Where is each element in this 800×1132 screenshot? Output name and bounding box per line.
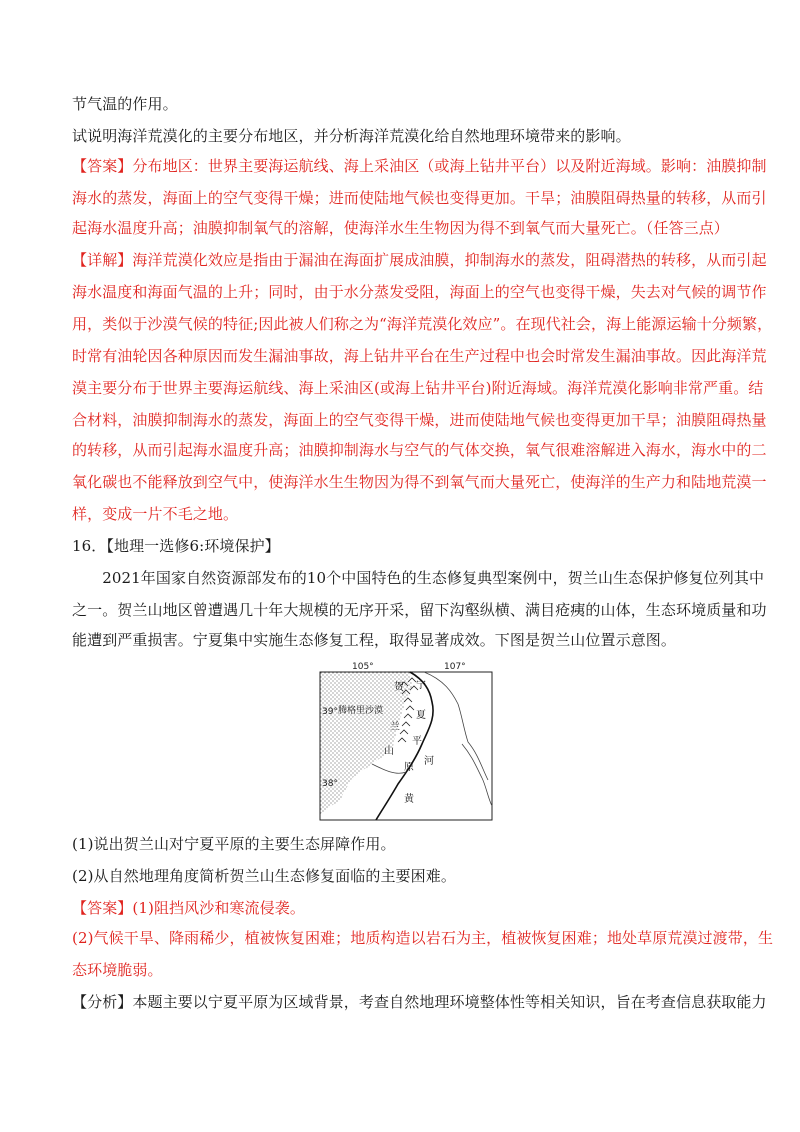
plain-char-ning: 宁 <box>416 680 426 691</box>
text-line-15: 16．【地理一选修6:环境保护】 <box>72 537 280 555</box>
plain-char-ping: 平 <box>412 736 422 747</box>
boundary-line-2 <box>372 764 406 773</box>
text-line-8: 用，类似于沙漠气候的特征;因此被人们称之为“海洋荒漠化效应”。在现代社会，海上能源运输十分频繁， <box>72 315 773 333</box>
lon-label-107: 107° <box>444 662 466 672</box>
text-line-21: 【答案】(1)阻挡风沙和寒流侵袭。 <box>72 899 305 917</box>
text-line-3: 【答案】分布地区：世界主要海运航线、海上采油区（或海上钻井平台）以及附近海域。影响：油膜抑制 <box>72 157 767 175</box>
text-line-14: 样，变成一片不毛之地。 <box>72 505 239 523</box>
boundary-line-3 <box>462 744 492 806</box>
text-line-24: 【分析】本题主要以宁夏平原为区域背景，考查自然地理环境整体性等相关知识，旨在考查信息获取能力 <box>72 993 767 1011</box>
text-line-13: 氧化碳也不能释放到空气中，使海洋水生生物因为得不到氧气而大量死亡，使海洋的生产力和陆地荒漠一 <box>72 473 767 491</box>
mountain-char-he: 贺 <box>394 682 404 693</box>
text-line-11: 合材料，油膜抑制海水的蒸发，海面上的空气变得干燥，进而使陆地气候也变得更加干旱；油膜阻碍热量 <box>72 411 767 429</box>
text-line-17: 之一。贺兰山地区曾遭遇几十年大规模的无序开采，留下沟壑纵横、满目疮痍的山体，生态环境质量和功 <box>72 601 767 619</box>
lon-label-105: 105° <box>352 662 374 672</box>
text-line-19: (1)说出贺兰山对宁夏平原的主要生态屏障作用。 <box>72 835 396 853</box>
text-line-7: 海水温度和海面气温的上升；同时，由于水分蒸发受阻，海面上的空气也变得干燥，失去对气候的调节作 <box>72 283 767 301</box>
desert-label: 腾格里沙漠 <box>338 706 384 716</box>
text-line-1: 节气温的作用。 <box>72 95 178 113</box>
mountain-char-lan: 兰 <box>390 722 400 733</box>
mountain-char-shan: 山 <box>384 746 394 757</box>
river-char-huang: 黄 <box>404 794 414 805</box>
text-line-23: 态环境脆弱。 <box>72 961 163 979</box>
text-line-5: 起海水温度升高；油膜抑制氧气的溶解，使海洋水生生物因为得不到氧气而大量死亡。（任答三点） <box>72 219 729 237</box>
text-line-18: 能遭到严重损害。宁夏集中实施生态修复工程，取得显著成效。下图是贺兰山位置示意图。 <box>72 631 677 649</box>
text-line-20: (2)从自然地理角度简析贺兰山生态修复面临的主要困难。 <box>72 867 456 885</box>
plain-char-xia: 夏 <box>416 710 426 721</box>
river-char-he: 河 <box>424 756 434 767</box>
text-line-22: (2)气候干旱、降雨稀少，植被恢复困难；地质构造以岩石为主，植被恢复困难；地处草原荒漠过渡带，生 <box>72 929 774 947</box>
helan-mountain-location-map <box>312 660 496 824</box>
text-line-4: 海水的蒸发，海面上的空气变得干燥；进而使陆地气候也变得更加。干旱；油膜阻碍热量的转移，从而引 <box>72 189 767 207</box>
text-line-9: 时常有油轮因各种原因而发生漏油事故，海上钻井平台在生产过程中也会时常发生漏油事故。因此海洋荒 <box>72 347 767 365</box>
lat-label-38: 38° <box>322 779 338 789</box>
desert-area <box>320 672 412 814</box>
text-line-10: 漠主要分布于世界主要海运航线、海上采油区(或海上钻井平台)附近海域。海洋荒漠化影响非常严重。结 <box>72 379 764 397</box>
lat-label-39: 39° <box>322 707 338 717</box>
text-line-6: 【详解】海洋荒漠化效应是指由于漏油在海面扩展成油膜，抑制海水的蒸发，阻碍潜热的转移，从而引起 <box>72 251 767 269</box>
text-line-16: 2021年国家自然资源部发布的10个中国特色的生态修复典型案例中，贺兰山生态保护修复位列其中 <box>72 569 765 587</box>
text-line-2: 试说明海洋荒漠化的主要分布地区，并分析海洋荒漠化给自然地理环境带来的影响。 <box>72 127 631 145</box>
plain-char-yuan: 原 <box>404 762 414 773</box>
text-line-12: 的转移，从而引起海水温度升高；油膜抑制海水与空气的气体交换，氧气很难溶解进入海水，海水中的二 <box>72 441 767 459</box>
